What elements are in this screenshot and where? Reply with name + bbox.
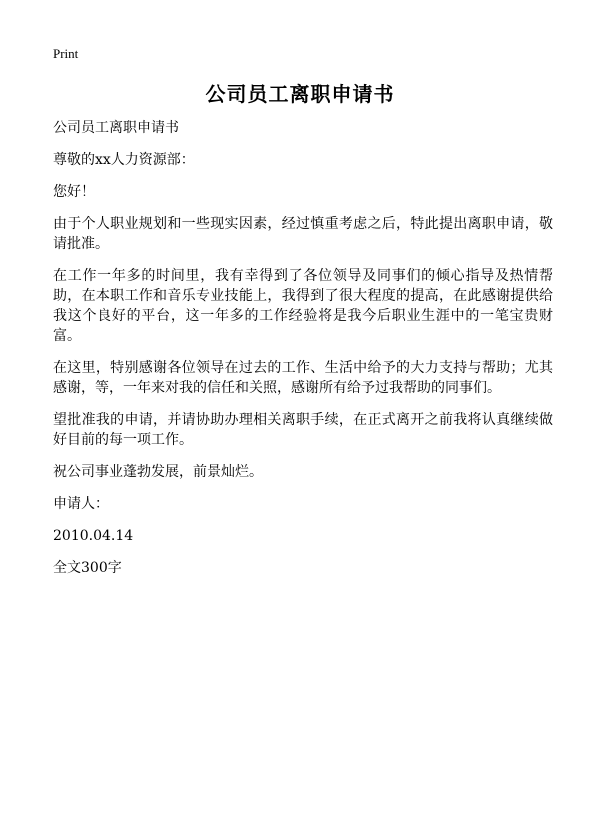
- paragraph-request: 望批准我的申请，并请协助办理相关离职手续，在正式离开之前我将认真继续做好目前的每一项工作。: [53, 412, 553, 448]
- document-date: 2010.04.14: [53, 528, 134, 544]
- paragraph-experience: 在工作一年多的时间里，我有幸得到了各位领导及同事们的倾心指导及热情帮助，在本职工作和音乐专业技能上，我得到了很大程度的提高，在此感谢提供给我这个良好的平台，这一年多的工作经验将是我今后职业生涯中的一笔宝贵财富。: [53, 268, 553, 344]
- greeting: 您好！: [53, 184, 95, 200]
- page-title: 公司员工离职申请书: [205, 82, 395, 106]
- applicant-label: 申请人：: [53, 496, 109, 512]
- salutation: 尊敬的xx人力资源部：: [53, 152, 195, 168]
- print-link[interactable]: Print: [53, 46, 79, 61]
- document-body: [53, 118, 553, 590]
- paragraph-thanks: 在这里，特别感谢各位领导在过去的工作、生活中给予的大力支持与帮助；尤其感谢，等，一年来对我的信任和关照，感谢所有给予过我帮助的同事们。: [53, 360, 553, 396]
- document-subtitle: 公司员工离职申请书: [53, 120, 179, 136]
- paragraph-wishes: 祝公司事业蓬勃发展，前景灿烂。: [53, 464, 263, 480]
- word-count: 全文300字: [53, 560, 122, 576]
- paragraph-reason: 由于个人职业规划和一些现实因素，经过慎重考虑之后，特此提出离职申请，敬请批准。: [53, 216, 553, 252]
